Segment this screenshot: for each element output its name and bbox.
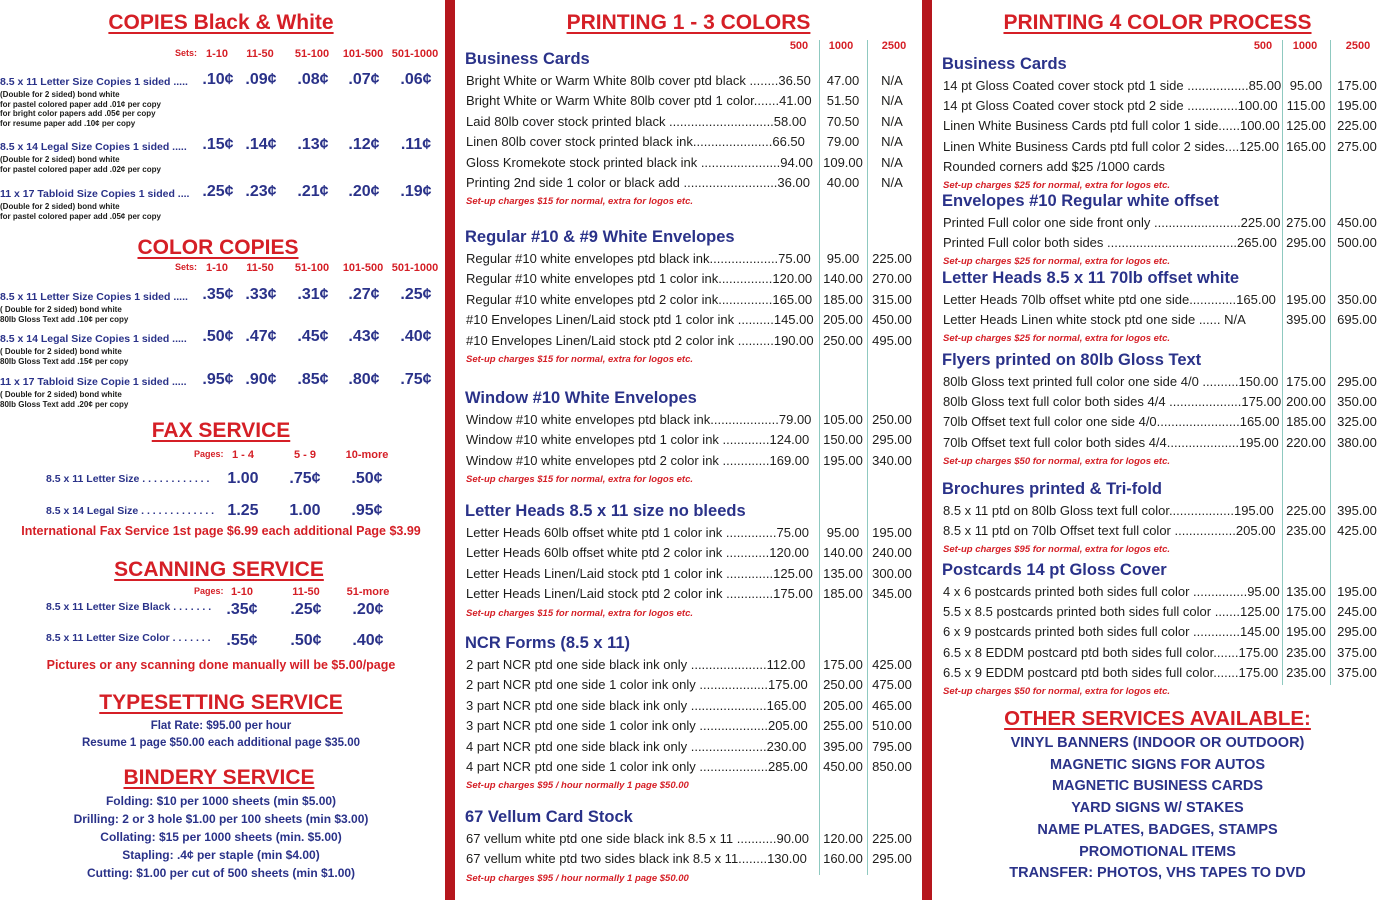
price-qty-2500: 245.00 <box>1337 604 1377 620</box>
price-row-desc: Printed Full color both sides ....................................265.00 <box>943 235 1277 251</box>
setup-note: Set-up charges $95 / hour normally 1 page $50.00 <box>466 780 689 792</box>
price-row-desc: 67 vellum white ptd two sides black ink 8.5 x 11........130.00 <box>466 851 807 867</box>
section-title: Letter Heads 8.5 x 11 size no bleeds <box>465 502 746 520</box>
price-value: .75¢ <box>400 371 432 388</box>
section-title: Brochures printed & Tri-fold <box>942 480 1163 498</box>
fax-price: .75¢ <box>289 470 321 487</box>
price-qty-1000: 395.00 <box>1286 312 1326 328</box>
price-value: .08¢ <box>297 71 329 88</box>
price-qty-1000: 95.00 <box>826 251 860 266</box>
fax-price: .95¢ <box>351 502 383 519</box>
section-title: Window #10 White Envelopes <box>465 389 697 407</box>
price-row-desc: Letter Heads 60lb offset white ptd 2 color ink ............120.00 <box>466 545 810 561</box>
price-qty-2500: 395.00 <box>1337 503 1377 518</box>
price-qty-2500: 425.00 <box>872 657 912 672</box>
other-service-item: PROMOTIONAL ITEMS <box>1079 843 1236 860</box>
bindery-line: Stapling: .4¢ per staple (min $4.00) <box>122 848 320 862</box>
price-qty-1000: 70.50 <box>826 113 860 129</box>
price-row-desc: Letter Heads 60lb offset white ptd 1 color ink ..............75.00 <box>466 525 810 540</box>
price-qty-2500: 295.00 <box>872 851 912 867</box>
price-row-desc: Printing 2nd side 1 color or black add ..........................36.00 <box>466 175 810 190</box>
price-qty-1000: 225.00 <box>1286 503 1326 518</box>
section-title: Envelopes #10 Regular white offset <box>942 192 1219 210</box>
tier-header: 1-10 <box>205 48 229 60</box>
fax-row-label: 8.5 x 14 Legal Size . . . . . . . . . . . . . <box>46 505 215 517</box>
copies-bw-title: COPIES Black & White <box>108 11 334 34</box>
setup-note: Set-up charges $25 for normal, extra for logos etc. <box>943 333 1171 345</box>
price-row-note: 80lb Gloss Text add .20¢ per copy <box>0 399 129 409</box>
right-column <box>932 0 1383 900</box>
price-qty-1000: 120.00 <box>823 831 863 846</box>
price-row-desc: 5.5 x 8.5 postcards printed both sides full color .......125.00 <box>943 604 1280 620</box>
price-qty-1000: 160.00 <box>823 851 863 867</box>
price-qty-2500: 345.00 <box>872 586 912 602</box>
price-qty-2500: 295.00 <box>1337 624 1377 640</box>
price-row-desc: Regular #10 white envelopes ptd black ink...................75.00 <box>466 251 811 266</box>
bindery-line: Collating: $15 per 1000 sheets (min. $5.00) <box>100 830 342 844</box>
price-qty-2500: 295.00 <box>1337 374 1377 389</box>
price-value: .20¢ <box>348 183 380 200</box>
fax-tier-header: 5 - 9 <box>293 449 316 461</box>
price-value: .12¢ <box>348 136 380 153</box>
price-qty-1000: 205.00 <box>823 697 863 713</box>
price-qty-1000: 235.00 <box>1286 644 1326 660</box>
price-qty-2500: 510.00 <box>872 718 912 734</box>
tier-header: 1-10 <box>205 262 229 274</box>
price-qty-1000: 40.00 <box>826 175 860 190</box>
price-qty-1000: 175.00 <box>823 657 863 672</box>
price-qty-2500: N/A <box>881 93 903 109</box>
tier-header: 51-100 <box>294 262 330 274</box>
price-qty-2500: 195.00 <box>1337 584 1377 599</box>
price-qty-1000: 135.00 <box>1286 584 1326 599</box>
price-qty-1000: 275.00 <box>1286 215 1326 230</box>
price-qty-1000: 255.00 <box>823 718 863 734</box>
scan-row-label: 8.5 x 11 Letter Size Color . . . . . . . <box>46 632 211 644</box>
price-row-desc: Rounded corners add $25 /1000 cards <box>943 158 1165 174</box>
price-qty-1000: 175.00 <box>1286 374 1326 389</box>
price-row-desc: Window #10 white envelopes ptd black ink...................79.00 <box>466 412 812 427</box>
price-qty-1000: 235.00 <box>1286 523 1326 539</box>
price-row-label: 8.5 x 14 Legal Size Copies 1 sided ..... <box>0 141 187 153</box>
scan-row-label: 8.5 x 11 Letter Size Black . . . . . . . <box>46 601 212 613</box>
typesetting-resume: Resume 1 page $50.00 each additional page $35.00 <box>81 737 361 749</box>
other-service-item: TRANSFER: PHOTOS, VHS TAPES TO DVD <box>1009 865 1306 882</box>
price-row-desc: 2 part NCR ptd one side 1 color ink only ...................175.00 <box>466 677 808 693</box>
price-value: .15¢ <box>202 136 234 153</box>
price-row-label: 11 x 17 Tabloid Size Copie 1 sided ..... <box>0 376 187 388</box>
price-row-note: (Double for 2 sided) bond white <box>0 90 120 99</box>
sets-label-color: Sets: <box>175 262 198 272</box>
quantity-header: 2500 <box>1345 40 1371 52</box>
scan-tier-header: 11-50 <box>292 586 320 598</box>
tier-header: 501-1000 <box>391 48 439 60</box>
section-title: Business Cards <box>465 50 590 68</box>
other-service-item: VINYL BANNERS (INDOOR OR OUTDOOR) <box>1010 735 1305 751</box>
price-row-desc: #10 Envelopes Linen/Laid stock ptd 1 color ink ..........145.00 <box>466 312 814 328</box>
price-value: .06¢ <box>400 71 432 88</box>
price-row-desc: 3 part NCR ptd one side black ink only .....................165.00 <box>466 697 807 713</box>
price-qty-2500: 275.00 <box>1337 138 1377 154</box>
fax-price: 1.00 <box>227 470 259 487</box>
price-qty-2500: 350.00 <box>1337 394 1377 410</box>
price-row-desc: 6.5 x 9 EDDM postcard ptd both sides full color.......175.00 <box>943 664 1279 680</box>
color-copies-title: COLOR COPIES <box>137 236 299 259</box>
price-qty-1000: 105.00 <box>823 412 863 427</box>
price-row-desc: Linen White Business Cards ptd full color 1 side......100.00 <box>943 118 1280 134</box>
price-row-desc: Printed Full color one side front only ........................225.00 <box>943 215 1281 230</box>
price-row-desc: 8.5 x 11 ptd on 70lb Offset text full color .................205.00 <box>943 523 1276 539</box>
price-qty-2500: 850.00 <box>872 759 912 774</box>
price-value: .14¢ <box>245 136 277 153</box>
price-row-note: ( Double for 2 sided) bond white <box>0 305 122 314</box>
section-title: Postcards 14 pt Gloss Cover <box>942 561 1167 579</box>
section-title: Flyers printed on 80lb Gloss Text <box>942 351 1202 369</box>
price-row-desc: 70lb Offset text full color both sides 4/4....................195.00 <box>943 434 1279 450</box>
printing-1-3-title: PRINTING 1 - 3 COLORS <box>566 11 811 34</box>
column-divider <box>922 0 932 900</box>
price-row-desc: Regular #10 white envelopes ptd 1 color ink...............120.00 <box>466 271 813 287</box>
price-row-note: for resume paper add .10¢ per copy <box>0 118 136 128</box>
price-qty-1000: 200.00 <box>1286 394 1326 410</box>
section-title: NCR Forms (8.5 x 11) <box>465 634 631 652</box>
price-value: .19¢ <box>400 183 432 200</box>
price-qty-2500: 450.00 <box>1337 215 1377 230</box>
price-row-desc: 4 part NCR ptd one side black ink only .....................230.00 <box>466 738 807 754</box>
price-qty-2500: 240.00 <box>872 545 912 561</box>
price-qty-1000: 95.00 <box>826 525 860 540</box>
typesetting-title: TYPESETTING SERVICE <box>99 691 343 714</box>
price-value: .33¢ <box>245 286 277 303</box>
other-service-item: MAGNETIC BUSINESS CARDS <box>1051 778 1264 795</box>
intl-fax-note: International Fax Service 1st page $6.99 each additional Page $3.99 <box>21 524 421 538</box>
price-qty-1000: 165.00 <box>1286 138 1326 154</box>
price-qty-2500: 225.00 <box>1337 118 1377 134</box>
section-title: Letter Heads 8.5 x 11 70lb offset white <box>942 269 1240 287</box>
price-qty-2500: 475.00 <box>872 677 912 693</box>
setup-note: Set-up charges $15 for normal, extra for logos etc. <box>466 607 694 619</box>
price-qty-2500: 375.00 <box>1337 644 1377 660</box>
column-divider <box>445 0 455 900</box>
fax-tier-header: 10-more <box>345 449 389 461</box>
price-row-note: for pastel colored paper add .02¢ per copy <box>0 164 161 174</box>
tier-header: 101-500 <box>342 262 384 274</box>
price-value: .23¢ <box>245 183 277 200</box>
price-qty-1000: 125.00 <box>1286 118 1326 134</box>
setup-note: Set-up charges $25 for normal, extra for logos etc. <box>943 180 1171 191</box>
price-qty-1000: 250.00 <box>823 677 863 693</box>
price-row-label: 11 x 17 Tabloid Size Copies 1 sided .... <box>0 188 190 200</box>
price-qty-2500: N/A <box>881 154 903 170</box>
left-column <box>0 0 442 900</box>
price-qty-2500: 450.00 <box>872 312 912 328</box>
price-row-note: ( Double for 2 sided) bond white <box>0 347 122 356</box>
typesetting-rate: Flat Rate: $95.00 per hour <box>150 720 292 732</box>
price-row-desc: Linen White Business Cards ptd full color 2 sides....125.00 <box>943 138 1280 154</box>
scan-price: .35¢ <box>226 601 258 618</box>
price-row-desc: Linen 80lb cover stock printed black ink......................66.50 <box>466 134 805 150</box>
price-qty-2500: 465.00 <box>872 697 912 713</box>
price-value: .50¢ <box>202 328 234 345</box>
tier-header: 11-50 <box>246 262 274 274</box>
price-row-desc: Bright White or Warm White 80lb cover ptd 1 color.......41.00 <box>466 93 812 109</box>
bindery-line: Drilling: 2 or 3 hole $1.00 per 100 sheets (min $3.00) <box>73 812 369 826</box>
price-qty-2500: 350.00 <box>1337 292 1377 307</box>
price-qty-2500: 500.00 <box>1337 235 1377 251</box>
price-qty-1000: 195.00 <box>823 452 863 468</box>
fax-row-label: 8.5 x 11 Letter Size . . . . . . . . . . . . <box>46 473 210 485</box>
setup-note: Set-up charges $50 for normal, extra for logos etc. <box>943 455 1171 467</box>
price-value: .21¢ <box>297 183 329 200</box>
price-qty-1000: 185.00 <box>823 291 863 307</box>
tier-header: 501-1000 <box>391 262 439 274</box>
price-row-desc: 2 part NCR ptd one side black ink only .....................112.00 <box>466 657 806 672</box>
scan-price: .20¢ <box>352 601 384 618</box>
section-title: Regular #10 & #9 White Envelopes <box>465 228 735 246</box>
price-qty-2500: N/A <box>881 113 903 129</box>
price-row-note: 80lb Gloss Text add .15¢ per copy <box>0 356 129 366</box>
quantity-header: 500 <box>789 40 809 52</box>
scan-manual-note: Pictures or any scanning done manually will be $5.00/page <box>46 658 396 672</box>
price-qty-1000: 205.00 <box>823 312 863 328</box>
setup-note: Set-up charges $25 for normal, extra for logos etc. <box>943 256 1171 268</box>
price-qty-1000: 140.00 <box>823 271 863 287</box>
price-qty-1000: 185.00 <box>1286 414 1326 430</box>
price-row-desc: 80lb Gloss text full color both sides 4/4 ....................175.00 <box>943 394 1282 410</box>
setup-note: Set-up charges $15 for normal, extra for logos etc. <box>466 354 694 365</box>
price-qty-1000: 195.00 <box>1286 624 1326 640</box>
price-qty-2500: 225.00 <box>872 831 912 846</box>
price-qty-1000: 235.00 <box>1286 664 1326 680</box>
scan-price: .55¢ <box>226 632 258 649</box>
price-row-note: for pastel colored paper add .05¢ per copy <box>0 211 161 221</box>
middle-column <box>455 0 922 900</box>
price-qty-1000: 115.00 <box>1286 98 1326 114</box>
price-value: .47¢ <box>245 328 277 345</box>
setup-note: Set-up charges $95 for normal, extra for logos etc. <box>943 544 1171 556</box>
price-qty-2500: 250.00 <box>872 412 912 427</box>
price-row-desc: 14 pt Gloss Coated cover stock ptd 1 side .................85.00 <box>943 78 1282 93</box>
price-qty-2500: N/A <box>881 73 903 88</box>
tier-header: 101-500 <box>342 48 384 60</box>
price-qty-2500: N/A <box>881 134 903 150</box>
price-qty-2500: 340.00 <box>872 452 912 468</box>
price-value: .40¢ <box>400 328 432 345</box>
price-qty-2500: 495.00 <box>872 332 912 348</box>
fax-price: 1.25 <box>227 502 259 519</box>
price-row-desc: 4 part NCR ptd one side 1 color ink only ...................285.00 <box>466 759 808 774</box>
scan-tier-header: 1-10 <box>230 586 254 598</box>
fax-pages-label: Pages: <box>194 449 224 459</box>
price-value: .95¢ <box>202 371 234 388</box>
price-qty-2500: 325.00 <box>1337 414 1377 430</box>
price-value: .80¢ <box>348 371 380 388</box>
price-row-desc: Window #10 white envelopes ptd 2 color ink .............169.00 <box>466 452 810 468</box>
other-services-title: OTHER SERVICES AVAILABLE: <box>1004 707 1311 730</box>
price-row-desc: 14 pt Gloss Coated cover stock ptd 2 side ..............100.00 <box>943 98 1278 114</box>
price-row-desc: 3 part NCR ptd one side 1 color ink only ...................205.00 <box>466 718 808 734</box>
price-value: .09¢ <box>245 71 277 88</box>
price-row-desc: 80lb Gloss text printed full color one side 4/0 ..........150.00 <box>943 374 1279 389</box>
price-row-desc: 4 x 6 postcards printed both sides full color ...............95.00 <box>943 584 1280 599</box>
price-row-desc: Letter Heads Linen/Laid stock ptd 1 color ink .............125.00 <box>466 565 813 581</box>
price-value: .35¢ <box>202 286 234 303</box>
fax-price: 1.00 <box>289 502 321 519</box>
fax-price: .50¢ <box>351 470 383 487</box>
price-row-desc: Letter Heads 70lb offset white ptd one side.............165.00 <box>943 292 1276 307</box>
price-qty-2500: 695.00 <box>1337 312 1377 328</box>
bindery-line: Cutting: $1.00 per cut of 500 sheets (min $1.00) <box>86 866 356 880</box>
price-value: .11¢ <box>400 136 432 153</box>
price-qty-2500: 295.00 <box>872 432 912 448</box>
price-row-label: 8.5 x 11 Letter Size Copies 1 sided ..... <box>0 76 188 88</box>
price-qty-1000: 220.00 <box>1286 434 1326 450</box>
price-qty-2500: 270.00 <box>872 271 912 287</box>
price-value: .90¢ <box>245 371 277 388</box>
price-row-desc: 67 vellum white ptd one side black ink 8.5 x 11 ...........90.00 <box>466 831 810 846</box>
scan-tier-header: 51-more <box>346 586 390 598</box>
price-qty-2500: 175.00 <box>1337 78 1377 93</box>
setup-note: Set-up charges $15 for normal, extra for logos etc. <box>466 196 694 208</box>
price-value: .31¢ <box>297 286 329 303</box>
price-row-desc: Regular #10 white envelopes ptd 2 color ink...............165.00 <box>466 291 813 307</box>
price-row-note: for pastel colored paper add .01¢ per copy <box>0 99 161 109</box>
price-value: .85¢ <box>297 371 329 388</box>
price-row-label: 8.5 x 11 Letter Size Copies 1 sided ..... <box>0 291 188 303</box>
setup-note: Set-up charges $50 for normal, extra for logos etc. <box>943 686 1171 697</box>
price-qty-1000: 140.00 <box>823 545 863 561</box>
quantity-header: 500 <box>1253 40 1273 52</box>
tier-header: 11-50 <box>246 48 274 60</box>
price-row-desc: 8.5 x 11 ptd on 80lb Gloss text full color..................195.00 <box>943 503 1274 518</box>
section-title: Business Cards <box>942 55 1067 73</box>
scan-pages-label: Pages: <box>194 586 224 596</box>
price-value: .25¢ <box>202 183 234 200</box>
price-qty-2500: 425.00 <box>1337 523 1377 539</box>
printing-4-color-title: PRINTING 4 COLOR PROCESS <box>1003 11 1312 34</box>
price-qty-2500: 795.00 <box>872 738 912 754</box>
other-service-item: YARD SIGNS W/ STAKES <box>1071 800 1244 817</box>
price-value: .25¢ <box>400 286 432 303</box>
price-row-desc: 6 x 9 postcards printed both sides full color .............145.00 <box>943 624 1280 640</box>
price-row-note: 80lb Gloss Text add .10¢ per copy <box>0 314 129 324</box>
scan-price: .25¢ <box>290 601 322 618</box>
bindery-line: Folding: $10 per 1000 sheets (min $5.00) <box>105 794 337 808</box>
price-value: .13¢ <box>297 136 329 153</box>
price-qty-2500: N/A <box>881 175 903 190</box>
price-row-desc: Letter Heads Linen/Laid stock ptd 2 color ink .............175.00 <box>466 586 813 602</box>
price-value: .27¢ <box>348 286 380 303</box>
price-qty-1000: 135.00 <box>823 565 863 581</box>
price-row-note: ( Double for 2 sided) bond white <box>0 390 122 399</box>
scan-price: .40¢ <box>352 632 384 649</box>
price-row-desc: Letter Heads Linen white stock ptd one side ...... N/A <box>943 312 1246 328</box>
price-row-note: (Double for 2 sided) bond white <box>0 202 120 211</box>
fax-tier-header: 1 - 4 <box>231 449 254 461</box>
price-row-note: for bright color papers add .05¢ per copy <box>0 109 156 118</box>
price-qty-1000: 195.00 <box>1286 292 1326 307</box>
setup-note: Set-up charges $15 for normal, extra for logos etc. <box>466 474 694 486</box>
price-value: .45¢ <box>297 328 329 345</box>
price-row-label: 8.5 x 14 Legal Size Copies 1 sided ..... <box>0 333 187 345</box>
price-qty-1000: 150.00 <box>823 432 863 448</box>
bindery-title: BINDERY SERVICE <box>123 766 315 789</box>
price-value: .10¢ <box>202 71 234 88</box>
fax-title: FAX SERVICE <box>151 419 291 442</box>
price-row-desc: #10 Envelopes Linen/Laid stock ptd 2 color ink ..........190.00 <box>466 332 814 348</box>
setup-note: Set-up charges $95 / hour normally 1 page $50.00 <box>466 872 689 884</box>
price-qty-2500: 195.00 <box>1337 98 1377 114</box>
price-qty-2500: 300.00 <box>872 565 912 581</box>
price-qty-2500: 380.00 <box>1337 434 1377 450</box>
price-qty-2500: 225.00 <box>872 251 912 266</box>
price-qty-1000: 175.00 <box>1286 604 1326 620</box>
other-service-item: MAGNETIC SIGNS FOR AUTOS <box>1049 756 1266 773</box>
price-row-desc: Laid 80lb cover stock printed black .............................58.00 <box>466 113 807 129</box>
scanning-title: SCANNING SERVICE <box>114 558 324 581</box>
price-qty-1000: 250.00 <box>823 332 863 348</box>
quantity-header: 1000 <box>1292 40 1318 52</box>
scan-price: .50¢ <box>290 632 322 649</box>
quantity-header: 1000 <box>828 40 854 52</box>
price-qty-1000: 47.00 <box>826 73 860 88</box>
price-qty-1000: 185.00 <box>823 586 863 602</box>
price-qty-1000: 51.50 <box>826 93 860 109</box>
quantity-header: 2500 <box>881 40 907 52</box>
price-qty-1000: 450.00 <box>823 759 863 774</box>
price-row-desc: Gloss Kromekote stock printed black ink ......................94.00 <box>466 154 813 170</box>
price-qty-2500: 195.00 <box>872 525 912 540</box>
price-row-desc: Window #10 white envelopes ptd 1 color ink .............124.00 <box>466 432 810 448</box>
sets-label: Sets: <box>175 48 198 58</box>
price-qty-1000: 109.00 <box>823 154 863 170</box>
price-qty-2500: 315.00 <box>872 291 912 307</box>
price-qty-1000: 95.00 <box>1289 78 1323 93</box>
price-qty-1000: 395.00 <box>823 738 863 754</box>
price-qty-1000: 295.00 <box>1286 235 1326 251</box>
price-row-desc: Bright White or Warm White 80lb cover ptd black ........36.50 <box>466 73 811 88</box>
price-value: .43¢ <box>348 328 380 345</box>
section-title: 67 Vellum Card Stock <box>465 808 633 826</box>
other-service-item: NAME PLATES, BADGES, STAMPS <box>1037 821 1278 838</box>
price-qty-1000: 79.00 <box>826 134 860 150</box>
price-qty-2500: 375.00 <box>1337 664 1377 680</box>
price-row-desc: 6.5 x 8 EDDM postcard ptd both sides full color.......175.00 <box>943 644 1279 660</box>
tier-header: 51-100 <box>294 48 330 60</box>
price-value: .07¢ <box>348 71 380 88</box>
price-row-desc: 70lb Offset text full color one side 4/0.......................165.00 <box>943 414 1280 430</box>
price-row-note: (Double for 2 sided) bond white <box>0 155 120 164</box>
